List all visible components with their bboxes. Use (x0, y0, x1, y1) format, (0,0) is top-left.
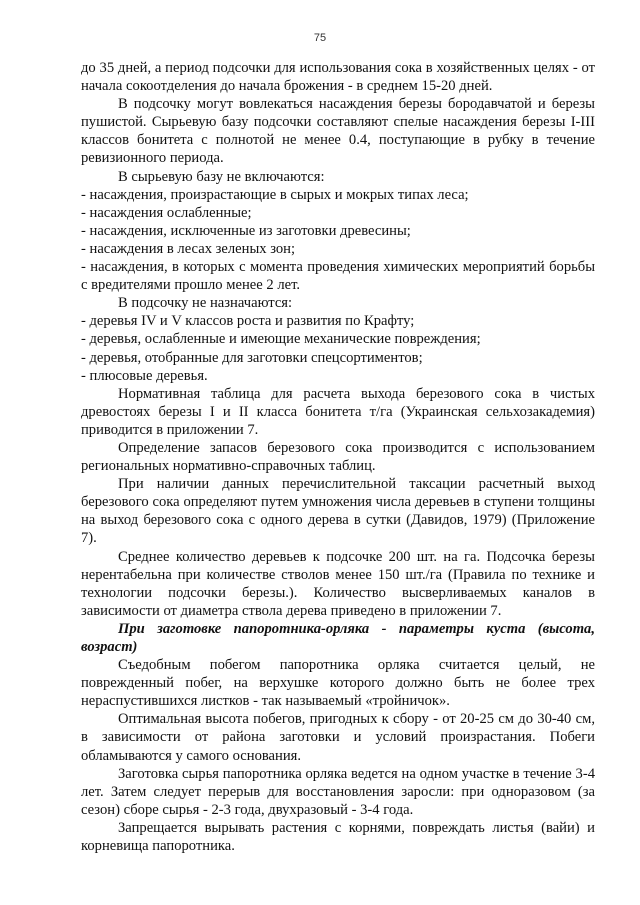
list-item: - деревья, отобранные для заготовки спецсортиментов; (81, 349, 423, 366)
list-item: - насаждения, в которых с момента проведения химических мероприятий борьбы с вредителями прошло менее 2 лет. (81, 259, 595, 294)
list-item: - деревья, ослабленные и имеющие механические повреждения; (81, 331, 481, 348)
paragraph-not-assigned-intro: В подсочку не назначаются: (118, 295, 293, 312)
list-item: - плюсовые деревья. (81, 367, 208, 384)
paragraph-normative-table: Нормативная таблица для расчета выхода березового сока в чистых древостоях березы I и II класса бонитета т/га (Украинская сельхозакадемия) приводится в приложении 7. (81, 385, 595, 438)
document-body (81, 59, 595, 855)
list-item: - насаждения, исключенные из заготовки древесины; (81, 222, 411, 239)
paragraph-tree-count: Среднее количество деревьев к подсочке 200 шт. на га. Подсочка березы нерентабельна при количестве стволов менее 150 шт./га (Правила по технике и технологии подсочки березы.). Количество высверливаемых каналов в зависимости от диаметра ствола дерева приведено в приложении 7. (81, 548, 595, 619)
section-heading-bracken: При заготовке папоротника-орляка - параметры куста (высота, возраст) (81, 620, 595, 655)
paragraph-prohibition: Запрещается вырывать растения с корнями, повреждать листья (вайи) и корневища папоротника. (81, 819, 595, 855)
list-item: - насаждения, произрастающие в сырых и мокрых типах леса; (81, 186, 469, 203)
paragraph-continuation: до 35 дней, а период подсочки для использования сока в хозяйственных целях - от начала сокоотделения до начала брожения - в среднем 15-20 дней. (81, 60, 595, 95)
paragraph-excluded-intro: В сырьевую базу не включаются: (118, 168, 325, 185)
paragraph-shoot-height: Оптимальная высота побегов, пригодных к сбору - от 20-25 см до 30-40 см, в зависимости от района заготовки и условий произрастания. Побеги обламываются у самого основания. (81, 711, 595, 764)
page-number: 75 (313, 32, 327, 44)
paragraph-edible-shoot: Съедобным побегом папоротника орляка считается целый, не поврежденный побег, на верхушке которого должно быть не более трех нераспустившихся листков - так называемый «тройничок». (81, 657, 595, 710)
list-item: - насаждения в лесах зеленых зон; (81, 240, 296, 257)
paragraph-harvest-cycle: Заготовка сырья папоротника орляка ведется на одном участке в течение 3-4 лет. Затем следует перерыв для восстановления заросли: при одноразовом (за сезон) сборе сырья - 2-3 года, двухразовый - 3-4 года. (81, 765, 595, 818)
list-item: - насаждения ослабленные; (81, 204, 252, 221)
paragraph-reserves: Определение запасов березового сока производится с использованием региональных нормативно-справочных таблиц. (81, 439, 595, 475)
paragraph-birch-tapping-stands: В подсочку могут вовлекаться насаждения березы бородавчатой и березы пушистой. Сырьевую базу подсочки составляют спелые насаждения березы I-III классов бонитета с полнотой не менее 0.4, поступающие в рубку в течение ревизионного периода. (81, 96, 595, 167)
paragraph-calculated-yield: При наличии данных перечислительной таксации расчетный выход березового сока определяют путем умножения числа деревьев в ступени толщины на выход березового сока с одного дерева в сутки (Давидов, 1979) (Приложение 7). (81, 476, 595, 547)
list-item: - деревья IV и V классов роста и развития по Крафту; (81, 313, 415, 330)
